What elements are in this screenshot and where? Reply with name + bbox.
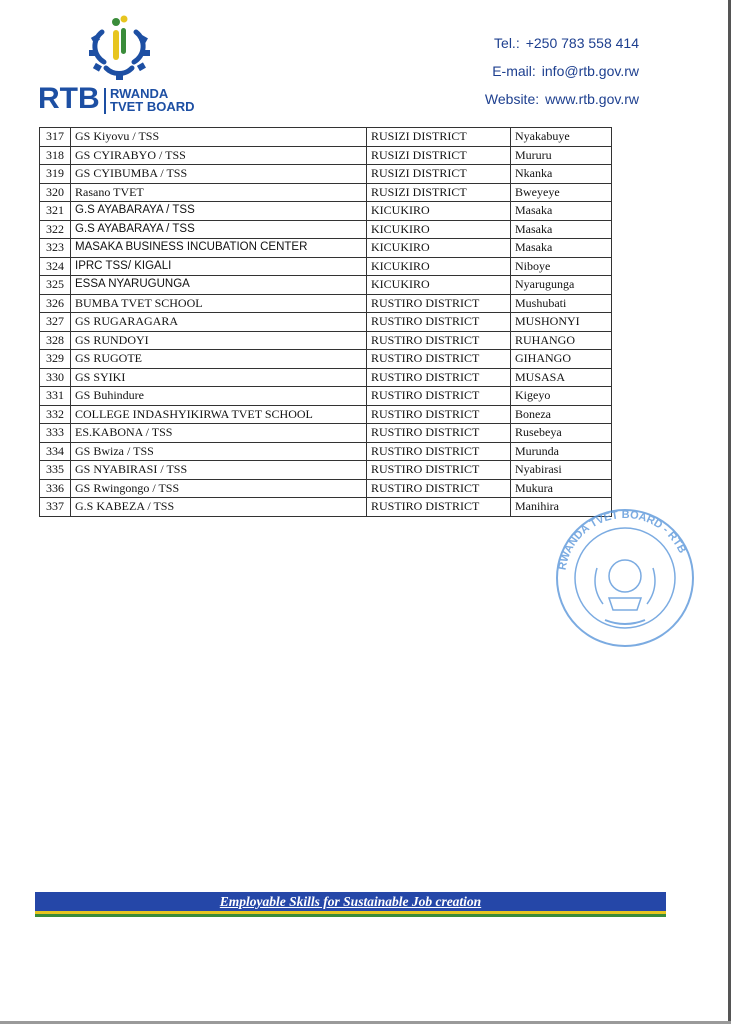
- row-number: 318: [40, 146, 71, 165]
- table-row: [40, 424, 612, 443]
- sector-name: Bweyeye: [511, 183, 612, 202]
- footer-slogan: Employable Skills for Sustainable Job creation: [219, 894, 482, 909]
- email-label: E-mail:: [492, 63, 536, 79]
- row-number: 324: [40, 257, 71, 276]
- row-number: 325: [40, 276, 71, 295]
- district-name: RUSTIRO DISTRICT: [367, 331, 511, 350]
- footer-banner: [35, 892, 666, 911]
- table-row: [40, 498, 612, 517]
- sector-name: GIHANGO: [511, 350, 612, 369]
- school-name: GS RUGOTE: [71, 350, 367, 369]
- school-name: GS Rwingongo / TSS: [71, 479, 367, 498]
- row-number: 336: [40, 479, 71, 498]
- district-name: RUSIZI DISTRICT: [367, 146, 511, 165]
- school-name: GS Bwiza / TSS: [71, 442, 367, 461]
- table-row: [40, 239, 612, 258]
- row-number: 322: [40, 220, 71, 239]
- sector-name: RUHANGO: [511, 331, 612, 350]
- table-row: [40, 276, 612, 295]
- contact-block: [485, 33, 639, 117]
- row-number: 327: [40, 313, 71, 332]
- row-number: 329: [40, 350, 71, 369]
- table-row: [40, 128, 612, 147]
- footer-stripe-green: [35, 914, 666, 917]
- row-number: 321: [40, 202, 71, 221]
- website-line: [485, 89, 639, 117]
- sector-name: Niboye: [511, 257, 612, 276]
- row-number: 317: [40, 128, 71, 147]
- school-name: GS RUGARAGARA: [71, 313, 367, 332]
- sector-name: Masaka: [511, 220, 612, 239]
- official-stamp: [545, 498, 705, 648]
- website-value[interactable]: www.rtb.gov.rw: [545, 91, 639, 107]
- row-number: 337: [40, 498, 71, 517]
- school-name: ESSA NYARUGUNGA: [71, 276, 367, 295]
- sector-name: MUSASA: [511, 368, 612, 387]
- district-name: KICUKIRO: [367, 220, 511, 239]
- row-number: 326: [40, 294, 71, 313]
- table-row: [40, 479, 612, 498]
- table-row: [40, 257, 612, 276]
- stamp-text: RWANDA TVET BOARD - RTB: [556, 508, 689, 572]
- website-label: Website:: [484, 91, 540, 107]
- district-name: RUSTIRO DISTRICT: [367, 424, 511, 443]
- sector-name: MUSHONYI: [511, 313, 612, 332]
- svg-text:RWANDA TVET BOARD - RTB: [557, 509, 689, 571]
- table-row: [40, 405, 612, 424]
- sector-name: Masaka: [511, 202, 612, 221]
- sector-name: Kigeyo: [511, 387, 612, 406]
- district-name: RUSIZI DISTRICT: [367, 128, 511, 147]
- sector-name: Manihira: [511, 498, 612, 517]
- table-row: [40, 368, 612, 387]
- sector-name: Murunda: [511, 442, 612, 461]
- table-row: [40, 350, 612, 369]
- row-number: 334: [40, 442, 71, 461]
- tel-line: [485, 33, 639, 61]
- table-row: [40, 183, 612, 202]
- sector-name: Masaka: [511, 239, 612, 258]
- district-name: KICUKIRO: [367, 239, 511, 258]
- district-name: RUSIZI DISTRICT: [367, 183, 511, 202]
- row-number: 332: [40, 405, 71, 424]
- school-name: GS SYIKI: [71, 368, 367, 387]
- school-name: GS Buhindure: [71, 387, 367, 406]
- school-name: ES.KABONA / TSS: [71, 424, 367, 443]
- table-row: [40, 442, 612, 461]
- gear-person-icon: [84, 10, 154, 82]
- logo-abbreviation: RTB: [38, 82, 100, 115]
- district-name: KICUKIRO: [367, 257, 511, 276]
- table-row: [40, 331, 612, 350]
- school-name: G.S AYABARAYA / TSS: [71, 220, 367, 239]
- logo-separator: [104, 88, 106, 114]
- district-name: RUSTIRO DISTRICT: [367, 350, 511, 369]
- rtb-logo: [38, 10, 218, 115]
- sector-name: Nyarugunga: [511, 276, 612, 295]
- district-name: KICUKIRO: [367, 202, 511, 221]
- row-number: 331: [40, 387, 71, 406]
- school-name: GS CYIRABYO / TSS: [71, 146, 367, 165]
- district-name: RUSTIRO DISTRICT: [367, 461, 511, 480]
- logo-subtitle: [110, 87, 195, 113]
- row-number: 319: [40, 165, 71, 184]
- sector-name: Nkanka: [511, 165, 612, 184]
- district-name: RUSTIRO DISTRICT: [367, 442, 511, 461]
- row-number: 328: [40, 331, 71, 350]
- district-name: RUSTIRO DISTRICT: [367, 479, 511, 498]
- school-name: GS Kiyovu / TSS: [71, 128, 367, 147]
- sector-name: Mururu: [511, 146, 612, 165]
- schools-table: [39, 127, 612, 517]
- email-value[interactable]: info@rtb.gov.rw: [541, 63, 639, 79]
- table-row: [40, 387, 612, 406]
- sector-name: Mushubati: [511, 294, 612, 313]
- table-row: [40, 461, 612, 480]
- table-row: [40, 313, 612, 332]
- school-name: COLLEGE INDASHYIKIRWA TVET SCHOOL: [71, 405, 367, 424]
- row-number: 320: [40, 183, 71, 202]
- district-name: RUSTIRO DISTRICT: [367, 294, 511, 313]
- district-name: RUSTIRO DISTRICT: [367, 405, 511, 424]
- sector-name: Boneza: [511, 405, 612, 424]
- row-number: 323: [40, 239, 71, 258]
- logo-line-1: RWANDA: [110, 86, 169, 101]
- logo-line-2: TVET BOARD: [110, 99, 195, 114]
- schools-table-body: [40, 128, 612, 517]
- school-name: Rasano TVET: [71, 183, 367, 202]
- district-name: RUSTIRO DISTRICT: [367, 498, 511, 517]
- table-row: [40, 294, 612, 313]
- school-name: BUMBA TVET SCHOOL: [71, 294, 367, 313]
- tel-value: +250 783 558 414: [525, 35, 639, 51]
- school-name: G.S AYABARAYA / TSS: [71, 202, 367, 221]
- email-line: [485, 61, 639, 89]
- district-name: RUSTIRO DISTRICT: [367, 387, 511, 406]
- school-name: GS RUNDOYI: [71, 331, 367, 350]
- row-number: 333: [40, 424, 71, 443]
- sector-name: Rusebeya: [511, 424, 612, 443]
- row-number: 330: [40, 368, 71, 387]
- table-row: [40, 165, 612, 184]
- sector-name: Nyabirasi: [511, 461, 612, 480]
- table-row: [40, 146, 612, 165]
- district-name: RUSIZI DISTRICT: [367, 165, 511, 184]
- district-name: RUSTIRO DISTRICT: [367, 368, 511, 387]
- school-name: GS NYABIRASI / TSS: [71, 461, 367, 480]
- sector-name: Mukura: [511, 479, 612, 498]
- district-name: RUSTIRO DISTRICT: [367, 313, 511, 332]
- table-row: [40, 202, 612, 221]
- district-name: KICUKIRO: [367, 276, 511, 295]
- school-name: G.S KABEZA / TSS: [71, 498, 367, 517]
- tel-label: Tel.:: [494, 35, 520, 51]
- table-row: [40, 220, 612, 239]
- sector-name: Nyakabuye: [511, 128, 612, 147]
- school-name: GS CYIBUMBA / TSS: [71, 165, 367, 184]
- row-number: 335: [40, 461, 71, 480]
- school-name: MASAKA BUSINESS INCUBATION CENTER: [71, 239, 367, 258]
- school-name: IPRC TSS/ KIGALI: [71, 257, 367, 276]
